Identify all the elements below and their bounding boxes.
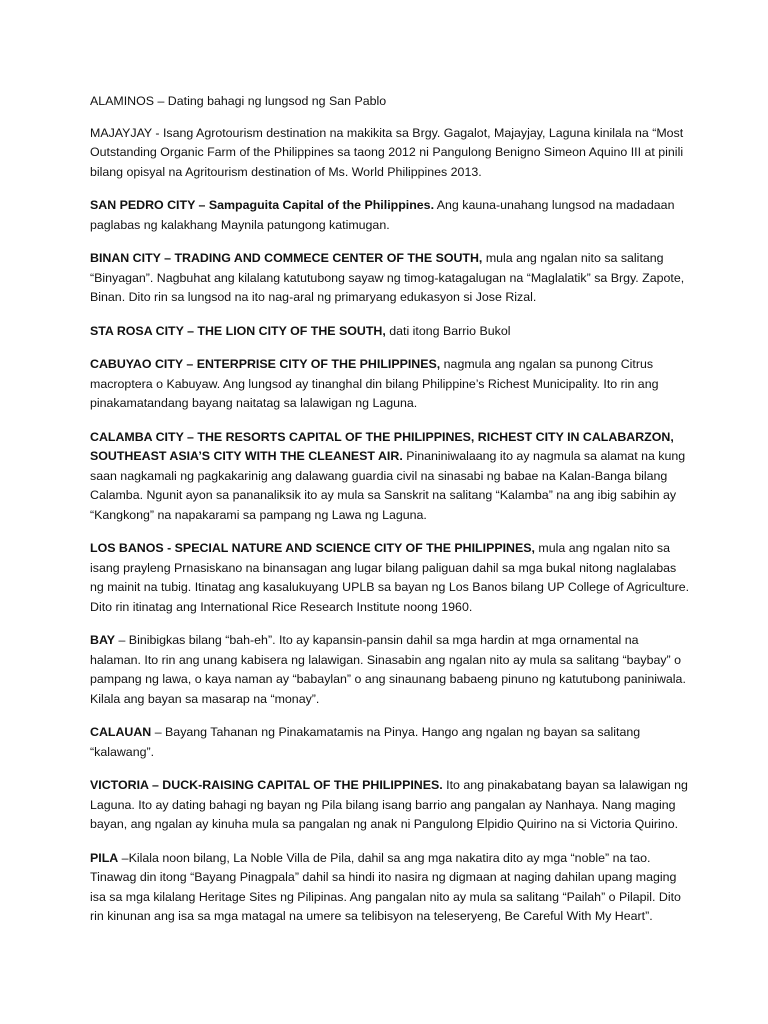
paragraph-body: –Kilala noon bilang, La Noble Villa de Pila, dahil sa ang mga nakatira dito ay mga “noble” na tao. Tinawag din itong “Bayang Pinagpala” dahil sa hindi ito nasira ng digmaan at naging dahilan upang maging isa sa mga kilalang Heritage Sites ng Pilipinas. Ang pangalan nito ay mula sa salitang “Pailah” o Pilapil. Dito rin kinunan ang isa sa mga matagal na umere sa telibisyon na teleseryeng, Be Careful With My Heart”. [90, 850, 681, 923]
paragraph-heading: SAN PEDRO CITY – Sampaguita Capital of the Philippines. [90, 198, 435, 212]
paragraph-body: Pinaniniwalaang ito ay nagmula sa alamat na kung saan nagkamali ng pagkakarinig ang dalawang guardia civil na sinasabi ng babae na Kalan-Banga bilang Calamba. Ngunit ayon sa pananaliksik ito ay mula sa Sanskrit na salitang “Kalamba” na ang ibig sabihin ay “Kangkong” na napakarami sa pampang ng Lawa ng Laguna. [90, 449, 686, 522]
paragraph-heading: LOS BANOS - SPECIAL NATURE AND SCIENCE CITY OF THE PHILIPPINES, [90, 541, 535, 555]
paragraph-heading: CALAUAN [90, 725, 152, 739]
paragraph-binan [90, 249, 690, 308]
paragraph-heading: CABUYAO CITY – ENTERPRISE CITY OF THE PHILIPPINES, [90, 357, 441, 371]
paragraph-body: MAJAYJAY - Isang Agrotourism destination na makikita sa Brgy. Gagalot, Majayjay, Laguna kinilala na “Most Outstanding Organic Farm of the Philippines sa taong 2012 ni Pangulong Benigno Simeon Aquino III at pinili bilang opisyal na Agritourism destination of Ms. World Philippines 2013. [90, 125, 684, 179]
paragraph-body: nagmula ang ngalan sa punong Citrus macroptera o Kabuyaw. Ang lungsod ay tinanghal din bilang Philippine’s Richest Municipality. Ito rin ang pinakamatandang bayang naitatag sa lalawigan ng Laguna. [90, 357, 659, 410]
paragraph-heading: BINAN CITY – TRADING AND COMMECE CENTER OF THE SOUTH, [90, 251, 483, 265]
paragraph-calauan [90, 723, 690, 762]
paragraph-heading: BAY [90, 633, 116, 647]
paragraph-body: – Bayang Tahanan ng Pinakamatamis na Pinya. Hango ang ngalan ng bayan sa salitang “kalawang”. [90, 725, 641, 759]
paragraph-body: ALAMINOS – Dating bahagi ng lungsod ng San Pablo [90, 94, 387, 108]
paragraph-cabuyao [90, 355, 690, 414]
paragraph-sta-rosa [90, 322, 690, 342]
paragraph-body: dati itong Barrio Bukol [385, 323, 511, 338]
paragraph-los-banos [90, 539, 690, 617]
paragraph-victoria [90, 776, 690, 835]
paragraph-heading: PILA [90, 850, 119, 865]
paragraph-alaminos [90, 92, 690, 112]
paragraph-body: Ito ang pinakabatang bayan sa lalawigan ng Laguna. Ito ay dating bahagi ng bayan ng Pila bilang isang barrio ang pangalan ay Nanhaya. Nang maging bayan, ang ngalan ay kinuha mula sa pangalan ng anak ni Pangulong Elpidio Quirino na si Victoria Quirino. [90, 778, 688, 831]
document-page [90, 92, 690, 941]
paragraph-body: mula ang ngalan nito sa salitang “Binyagan”. Nagbuhat ang kilalang katutubong sayaw ng timog-katagalugan na “Maglalatik” sa Brgy. Zapote, Binan. Dito rin sa lungsod na ito nag-aral ng primaryang edukasyon si Jose Rizal. [90, 251, 685, 304]
paragraph-body: Ang kauna-unahang lungsod na madadaan paglabas ng kalakhang Maynila patungong katimugan. [90, 198, 675, 232]
paragraph-heading: CALAMBA CITY – THE RESORTS CAPITAL OF THE PHILIPPINES, RICHEST CITY IN CALABARZON, SOUTHEAST ASIA’S CITY WITH THE CLEANEST AIR. [90, 429, 674, 463]
paragraph-bay [90, 631, 690, 709]
paragraph-heading: VICTORIA – DUCK-RAISING CAPITAL OF THE PHILIPPINES. [90, 778, 443, 792]
paragraph-pila [90, 849, 690, 927]
paragraph-heading: STA ROSA CITY – THE LION CITY OF THE SOUTH, [90, 323, 386, 338]
paragraph-body: – Binibigkas bilang “bah-eh”. Ito ay kapansin-pansin dahil sa mga hardin at mga ornamental na halaman. Ito rin ang unang kabisera ng lalawigan. Sinasabin ang ngalan nito ay mula sa salitang “baybay” o pampang ng lawa, o kaya naman ay “babaylan” o ang sinaunang babaeng pinuno ng katutubong paniniwala. Kilala ang bayan sa masarap na “monay”. [90, 633, 686, 706]
paragraph-san-pedro [90, 196, 690, 235]
paragraph-majayjay [90, 124, 690, 183]
paragraph-calamba [90, 428, 690, 526]
paragraph-body: mula ang ngalan nito sa isang prayleng Prnasiskano na binansagan ang lugar bilang paliguan dahil sa mga bukal nitong naglalabas ng mainit na tubig. Itinatag ang kasalukuyang UPLB sa bayan ng Los Banos bilang UP College of Agriculture. Dito rin itinatag ang International Rice Research Institute noong 1960. [90, 541, 690, 614]
